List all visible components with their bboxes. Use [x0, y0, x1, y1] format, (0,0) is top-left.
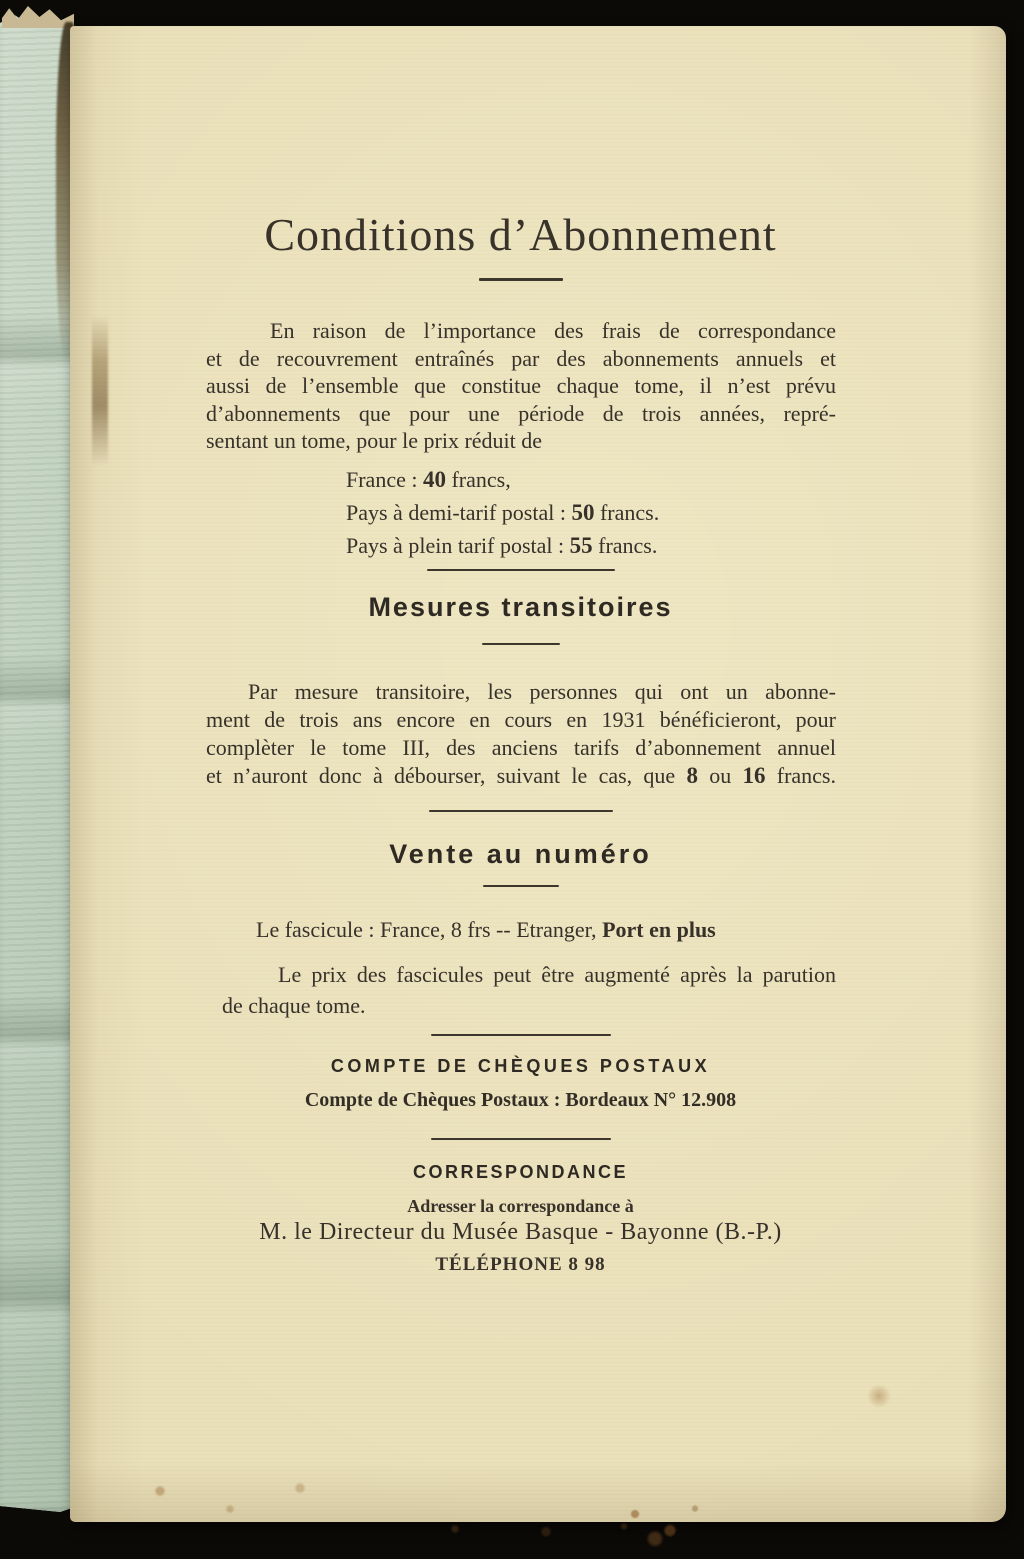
- divider-rule: [429, 810, 613, 812]
- text-line: Le prix des fascicules peut être augmenté après la parution: [278, 962, 836, 987]
- tariff-amount: 55: [569, 533, 593, 558]
- text-line: ment de trois ans encore en cours en 1931 bénéficieront, pour: [206, 707, 836, 732]
- tariff-item-plein-tarif: [346, 529, 659, 562]
- tariff-list: [346, 463, 659, 562]
- section-heading-vente-au-numero: Vente au numéro: [389, 839, 652, 869]
- fascicule-note-paragraph: [222, 959, 836, 1021]
- tariff-label: Pays à demi-tarif postal :: [346, 500, 572, 525]
- text-column: [198, 26, 843, 1522]
- text-segment: Le fascicule : France, 8 frs -- Etranger,: [256, 917, 603, 942]
- page-title: Conditions d’Abonnement: [264, 209, 777, 260]
- tariff-label: Pays à plein tarif postal :: [346, 533, 570, 558]
- paper-stain: [865, 1384, 893, 1408]
- section-heading-correspondance: CORRESPONDANCE: [412, 1162, 629, 1182]
- cheques-account-detail: Compte de Chèques Postaux : Bordeaux N° 12.908: [304, 1089, 737, 1111]
- price-amount: 16: [742, 763, 766, 788]
- divider-rule: [483, 885, 559, 887]
- port-en-plus-label: Port en plus: [602, 917, 716, 942]
- text-line: d’abonnements que pour une période de trois années, repré-: [206, 400, 836, 426]
- divider-rule: [431, 1034, 611, 1036]
- telephone-line: TÉLÉPHONE 8 98: [435, 1254, 606, 1275]
- tariff-suffix: francs.: [592, 533, 658, 558]
- text-line: aussi de l’ensemble que constitue chaque tome, il n’est prévu: [206, 373, 836, 398]
- text-line: En raison de l’importance des frais de correspondance: [270, 318, 836, 343]
- text-segment: ou: [697, 763, 743, 788]
- price-amount: 8: [686, 763, 698, 788]
- text-segment: et n’auront donc à débourser, suivant le cas, que: [206, 763, 687, 788]
- text-segment: francs.: [765, 763, 836, 788]
- text-line: et de recouvrement entraînés par des abonnements annuels et: [206, 345, 836, 371]
- tariff-item-france: [346, 463, 659, 496]
- divider-rule: [482, 643, 560, 645]
- text-line: de chaque tome.: [222, 993, 366, 1018]
- document-page: [70, 26, 1006, 1522]
- text-line: [206, 762, 836, 790]
- mesures-transitoires-paragraph: [206, 678, 836, 790]
- divider-rule: [427, 569, 615, 571]
- text-line: Par mesure transitoire, les personnes qui ont un abonne-: [248, 679, 836, 704]
- correspondence-addressee: M. le Directeur du Musée Basque - Bayonne (B.-P.): [259, 1219, 782, 1245]
- paper-stain: [92, 316, 108, 466]
- tariff-suffix: francs.: [594, 500, 660, 525]
- text-line: sentant un tome, pour le prix réduit de: [206, 428, 543, 453]
- divider-rule: [431, 1138, 611, 1140]
- intro-paragraph: [206, 317, 836, 455]
- tariff-label: France :: [346, 467, 423, 492]
- tariff-amount: 50: [571, 500, 595, 525]
- tariff-item-demi-tarif: [346, 496, 659, 529]
- tariff-amount: 40: [422, 467, 446, 492]
- section-heading-mesures-transitoires: Mesures transitoires: [368, 592, 673, 622]
- divider-rule: [479, 278, 563, 281]
- section-heading-compte-cheques: COMPTE DE CHÈQUES POSTAUX: [330, 1056, 711, 1076]
- correspondence-instruction: Adresser la correspondance à: [407, 1196, 634, 1216]
- fascicule-price-line: [256, 917, 716, 943]
- tariff-suffix: francs,: [445, 467, 511, 492]
- text-line: complèter le tome III, des anciens tarifs d’abonnement annuel: [206, 735, 836, 760]
